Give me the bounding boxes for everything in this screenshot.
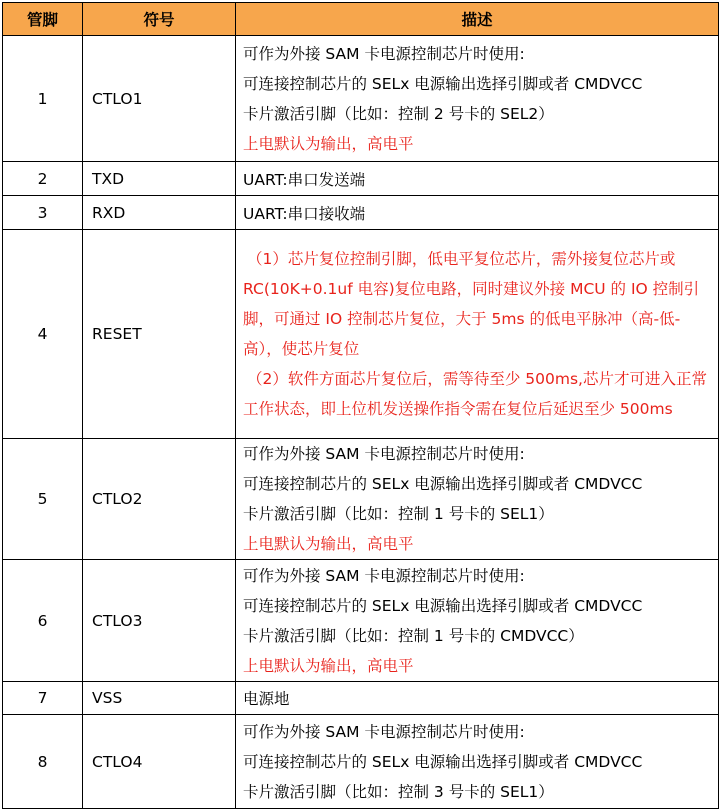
pin-symbol: TXD bbox=[83, 162, 236, 196]
pin-number: 5 bbox=[3, 439, 83, 560]
default-state-note: 上电默认为输出，高电平 bbox=[243, 656, 414, 675]
description-line: 可作为外接 SAM 卡电源控制芯片时使用: bbox=[243, 566, 525, 585]
default-state-note: 上电默认为输出，高电平 bbox=[243, 535, 414, 553]
pin-symbol: VSS bbox=[83, 682, 236, 715]
pin-number: 8 bbox=[3, 715, 83, 809]
header-description: 描述 bbox=[236, 3, 719, 36]
pin-description: UART:串口接收端 bbox=[236, 196, 719, 230]
description-line: 卡片激活引脚（比如：控制 1 号卡的 CMDVCC） bbox=[243, 626, 584, 645]
table-row bbox=[3, 560, 719, 682]
table-row bbox=[3, 162, 719, 196]
description-line: 可作为外接 SAM 卡电源控制芯片时使用: bbox=[243, 722, 525, 741]
description-line: 卡片激活引脚（比如：控制 1 号卡的 SEL1） bbox=[243, 505, 554, 523]
pin-symbol: CTLO1 bbox=[83, 36, 236, 162]
table-row bbox=[3, 682, 719, 715]
pin-description bbox=[236, 560, 719, 682]
header-row bbox=[3, 3, 719, 36]
pin-symbol: CTLO4 bbox=[83, 715, 236, 809]
description-line: 卡片激活引脚（比如：控制 3 号卡的 SEL1） bbox=[243, 782, 554, 801]
pin-number: 6 bbox=[3, 560, 83, 682]
pin-number: 4 bbox=[3, 230, 83, 439]
pin-symbol: CTLO3 bbox=[83, 560, 236, 682]
description-line: 可连接控制芯片的 SELx 电源输出选择引脚或者 CMDVCC bbox=[243, 74, 643, 93]
pin-symbol: CTLO2 bbox=[83, 439, 236, 560]
header-pin: 管脚 bbox=[3, 3, 83, 36]
description-line: 可连接控制芯片的 SELx 电源输出选择引脚或者 CMDVCC bbox=[243, 475, 643, 493]
pin-description bbox=[236, 715, 719, 809]
pin-description: UART:串口发送端 bbox=[236, 162, 719, 196]
description-line: 卡片激活引脚（比如：控制 2 号卡的 SEL2） bbox=[243, 104, 554, 123]
pin-number: 3 bbox=[3, 196, 83, 230]
pin-description bbox=[236, 36, 719, 162]
pin-number: 7 bbox=[3, 682, 83, 715]
pin-number: 2 bbox=[3, 162, 83, 196]
default-state-note: 上电默认为输出，高电平 bbox=[243, 134, 414, 153]
pin-description bbox=[236, 230, 719, 439]
pin-description bbox=[236, 439, 719, 560]
pin-symbol: RESET bbox=[83, 230, 236, 439]
reset-note-1: （1）芯片复位控制引脚，低电平复位芯片，需外接复位芯片或 RC(10K+0.1uf 电容)复位电路，同时建议外接 MCU 的 IO 控制引脚，可通过 IO 控制芯片复位，大于 5ms 的低电平脉冲（高-低-高），使芯片复位 bbox=[243, 250, 700, 358]
pin-symbol: RXD bbox=[83, 196, 236, 230]
table-row bbox=[3, 196, 719, 230]
table-row bbox=[3, 715, 719, 809]
reset-note-2: （2）软件方面芯片复位后，需等待至少 500ms,芯片才可进入正常工作状态，即上位机发送操作指令需在复位后延迟至少 500ms bbox=[243, 370, 707, 418]
description-line: 可连接控制芯片的 SELx 电源输出选择引脚或者 CMDVCC bbox=[243, 752, 643, 771]
description-line: 可作为外接 SAM 卡电源控制芯片时使用: bbox=[243, 44, 525, 63]
pin-description: 电源地 bbox=[236, 682, 719, 715]
header-symbol: 符号 bbox=[83, 3, 236, 36]
table-row bbox=[3, 230, 719, 439]
description-line: 可作为外接 SAM 卡电源控制芯片时使用: bbox=[243, 445, 525, 463]
table-row bbox=[3, 439, 719, 560]
pin-description-table bbox=[2, 2, 719, 809]
description-line: 可连接控制芯片的 SELx 电源输出选择引脚或者 CMDVCC bbox=[243, 596, 643, 615]
pin-number: 1 bbox=[3, 36, 83, 162]
table-row bbox=[3, 36, 719, 162]
